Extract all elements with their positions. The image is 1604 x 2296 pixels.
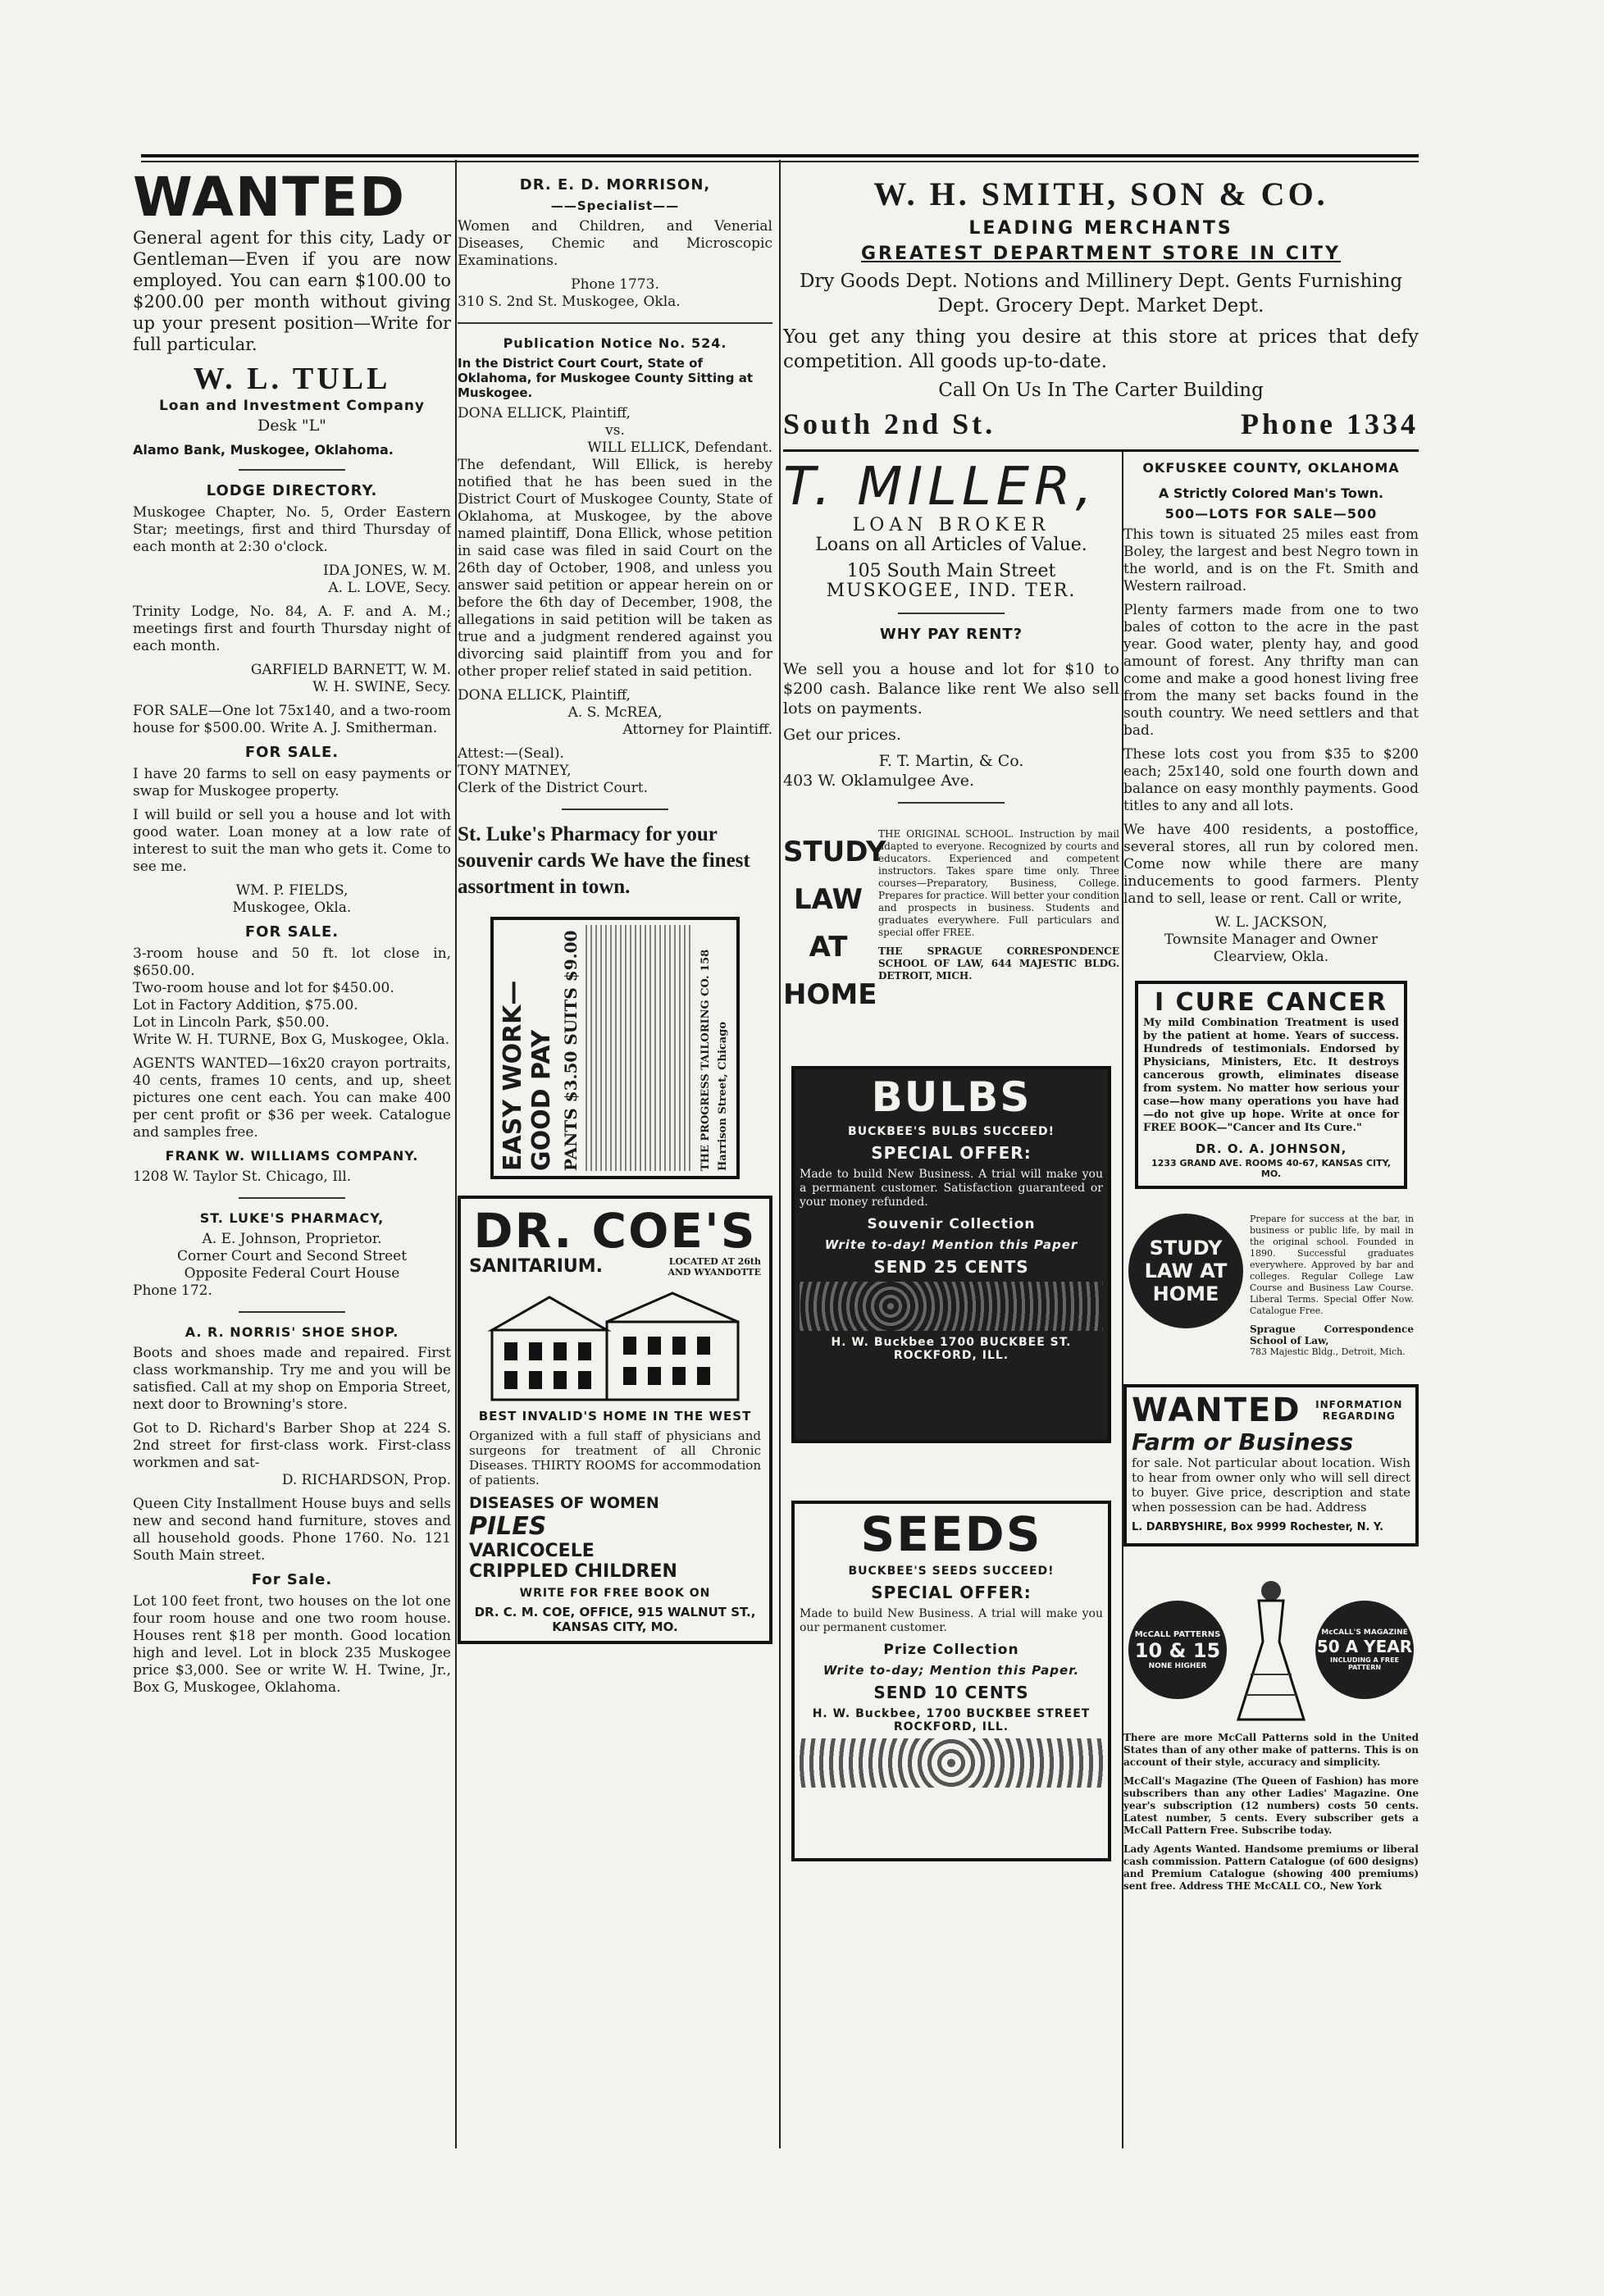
okfuskee-para: We have 400 residents, a postoffice, several stores, all run by colored men. Come now while there are many inducements to good farmers. Plenty land to sell, lease or rent. Call or write,	[1123, 822, 1419, 907]
farm-header	[1132, 1392, 1410, 1428]
for-sale-sig: WM. P. FIELDS,	[235, 882, 349, 899]
farm-sub: Farm or Business	[1132, 1428, 1354, 1456]
farm-text: for sale. Not particular about location. Wish to hear from owner only who will sell direct to buyer. Give price, description and state when possession can be had. Address	[1132, 1456, 1410, 1515]
mccall-patterns-circle	[1128, 1601, 1227, 1699]
cancer-addr: 1233 GRAND AVE. ROOMS 40-67, KANSAS CITY, MO.	[1151, 1158, 1391, 1179]
mccall-free: INCLUDING A FREE PATTERN	[1329, 1656, 1400, 1671]
coe-book: WRITE FOR FREE BOOK ON	[519, 1587, 711, 1600]
for-sale-text: Lot 100 feet front, two houses on the lot one four room house and one two room house. Houses rent $18 per month. Good location high and level. Lot in block 235 Muskogee price $3,000. See or write W. H. Twine, Jr., Box G, Muskogee, Oklahoma.	[133, 1593, 451, 1696]
study-word: LAW	[794, 883, 863, 916]
study-law-ad	[783, 828, 1119, 1041]
lodge-sig: A. L. LOVE, Secy.	[328, 580, 451, 596]
okfuskee-title: OKFUSKEE COUNTY, OKLAHOMA	[1142, 460, 1400, 476]
mccall-left: McCALL PATTERNS	[1134, 1629, 1221, 1639]
tailor-main: EASY WORK—GOOD PAY	[499, 980, 556, 1171]
morrison-title: DR. E. D. MORRISON,	[519, 176, 711, 194]
study-word: STUDY	[783, 836, 886, 868]
seeds-send: SEND 10 CENTS	[873, 1683, 1029, 1702]
for-sale-sig: Muskogee, Okla.	[232, 900, 352, 916]
okfuskee-para: These lots cost you from $35 to $200 each; 25x140, sold one fourth down and balance on easy monthly payments. Good titles to any and all lots.	[1123, 746, 1419, 814]
notice-sig: Attorney for Plaintiff.	[622, 722, 772, 738]
study-words	[783, 828, 886, 1041]
lodge-sig: GARFIELD BARNETT, W. M.	[250, 662, 451, 678]
smith-text: You get any thing you desire at this store at prices that defy competition. All goods up-to-date.	[783, 326, 1419, 372]
column-4	[1123, 455, 1419, 2144]
okfuskee-sub: A Strictly Colored Man's Town.	[1158, 485, 1384, 501]
okfuskee-sig: W. L. JACKSON,	[1214, 914, 1328, 931]
study-law-ad-2	[1128, 1214, 1414, 1364]
study2-body	[1250, 1214, 1414, 1364]
lodge-sig: W. H. SWINE, Secy.	[312, 679, 451, 695]
seeds-vegetables-image	[800, 1738, 1103, 1788]
sanitarium-building-image	[476, 1281, 754, 1404]
ad-rule	[783, 449, 1419, 452]
for-sale-item: 3-room house and 50 ft. lot close in, $650.00.	[133, 945, 451, 979]
lodge-trinity: Trinity Lodge, No. 84, A. F. and A. M.; meetings first and fourth Thursday night of each month.	[133, 604, 451, 654]
lodge-sig: IDA JONES, W. M.	[322, 563, 451, 579]
study2-text: Prepare for success at the bar, in business or public life, by mail in the original school. Founded in 1890. Successful graduates everywhere. Approved by bar and colleges. Regular College Law Course and Business Law Course. Liberal Terms. Special Offer Now. Catalogue Free.	[1250, 1214, 1414, 1316]
coe-location: LOCATED AT 26th AND WYANDOTTE	[668, 1256, 761, 1278]
wanted-text: General agent for this city, Lady or Gentleman—Even if you are now employed. You can earn $100.00 to $200.00 per month without giving up your present position—Write for full particular.	[133, 228, 451, 354]
seeds-sub: BUCKBEE'S SEEDS SUCCEED!	[848, 1565, 1055, 1578]
for-sale-text: I have 20 farms to sell on easy payments or swap for Muskogee property.	[133, 766, 451, 800]
column-rule-2	[779, 160, 781, 2148]
column-rule-1	[455, 160, 457, 2148]
coe-header-row	[469, 1256, 761, 1278]
mccall-text: Lady Agents Wanted. Handsome premiums or liberal cash commission. Pattern Catalogue (of 600 designs) and Premium Catalogue (showing 400 premiums) sent free. Address THE McCALL CO., New York	[1123, 1843, 1419, 1892]
morrison-addr: 310 S. 2nd St. Muskogee, Okla.	[458, 294, 681, 310]
for-sale-title: FOR SALE.	[244, 923, 339, 941]
tull-name: W. L. TULL	[193, 362, 391, 396]
norris-title: A. R. NORRIS' SHOE SHOP.	[185, 1324, 399, 1340]
cancer-text: My mild Combination Treatment is used by the patient at home. Years of success. Hundreds of testimonials. Endorsed by Physicians, Ministers, Etc. It destroys cancerous growth, eliminates disease from system. No matter how serious your case—how many operations you have had—do not give up hope. Write at once for FREE BOOK—"Cancer and Its Cure."	[1143, 1017, 1399, 1134]
smith-street: South 2nd St.	[783, 408, 996, 440]
column-2	[458, 168, 772, 2144]
for-sale-item: Lot in Factory Addition, $75.00.	[133, 997, 358, 1014]
smith-head: GREATEST DEPARTMENT STORE IN CITY	[861, 244, 1341, 264]
pharmacy-phone: Phone 172.	[133, 1282, 212, 1299]
cancer-sig: DR. O. A. JOHNSON,	[1195, 1141, 1347, 1156]
notice-sig: A. S. McREA,	[567, 704, 663, 721]
notice-defendant: WILL ELLICK, Defendant.	[587, 440, 772, 456]
smith-footer	[783, 407, 1419, 441]
for-sale-text: I will build or sell you a house and lot with good water. Loan money at a low rate of interest to suit the man who gets it. Come to see me.	[133, 807, 451, 875]
barber-sig: D. RICHARDSON, Prop.	[281, 1472, 451, 1488]
okfuskee-lots: 500—LOTS FOR SALE—500	[1164, 506, 1378, 522]
seeds-ad	[791, 1501, 1111, 1861]
separator	[898, 802, 1005, 804]
lodge-title: LODGE DIRECTORY.	[206, 482, 378, 499]
mccall-year: 50 A YEAR	[1316, 1637, 1413, 1656]
seeds-title: SEEDS	[860, 1506, 1042, 1562]
wanted-heading: WANTED	[133, 168, 407, 229]
okfuskee-sig: Townsite Manager and Owner	[1164, 932, 1378, 948]
miller-sub: LOAN BROKER	[852, 515, 1050, 535]
separator	[458, 322, 772, 324]
mccall-magazine-circle	[1315, 1601, 1414, 1699]
smith-ad	[783, 168, 1419, 447]
notice-title: Publication Notice No. 524.	[503, 335, 727, 351]
smith-phone: Phone 1334	[1240, 408, 1419, 440]
okfuskee-sig: Clearview, Okla.	[1213, 949, 1329, 965]
bulbs-sub: BUCKBEE'S BULBS SUCCEED!	[848, 1125, 1055, 1138]
mccall-text: McCall's Magazine (The Queen of Fashion) has more subscribers than any other Ladies' Magazine. One year's subscription (12 numbers) costs 50 cents. Latest number, 5 cents. Every subscriber gets a McCall Pattern Free. Subscribe today.	[1123, 1775, 1419, 1836]
lodge-chapter: Muskogee Chapter, No. 5, Order Eastern Star; meetings, first and third Thursday of each month at 2:30 o'clock.	[133, 504, 451, 555]
stlukes-ad: St. Luke's Pharmacy for your souvenir cards We have the finest assortment in town.	[458, 823, 750, 898]
mccall-text: There are more McCall Patterns sold in the United States than of any other make of patterns. This is on account of their style, accuracy and simplicity.	[1123, 1732, 1419, 1768]
okfuskee-para: Plenty farmers made from one to two bales of cotton to the acre in the past year. Good water, plenty hay, and good amount of forest. Any thrifty man can come and make a good honest living free from the many set backs found in the south country. We need settlers and that bad.	[1123, 602, 1419, 739]
column-3	[783, 459, 1119, 2144]
study-body	[878, 828, 1119, 1041]
study-word: HOME	[783, 978, 877, 1011]
bulbs-send: SEND 25 CENTS	[873, 1257, 1029, 1277]
tull-company: Loan and Investment Company	[158, 398, 426, 414]
for-sale-item: Write W. H. TURNE, Box G, Muskogee, Okla.	[133, 1032, 450, 1048]
study2-school: Sprague Correspondence School of Law,	[1250, 1323, 1414, 1346]
notice-head: In the District Court Court, State of Oklahoma, for Muskogee County Sitting at Muskogee.	[458, 356, 754, 400]
farm-info: INFORMATION REGARDING	[1315, 1399, 1403, 1422]
rent-text: We sell you a house and lot for $10 to $200 cash. Balance like rent We also sell lots on payments.	[783, 660, 1119, 718]
smith-sub: LEADING MERCHANTS	[968, 218, 1233, 239]
separator	[239, 469, 345, 471]
pharmacy-addr: Corner Court and Second Street	[176, 1248, 408, 1264]
tailoring-ad	[490, 917, 740, 1179]
study-law-circle: STUDY LAW AT HOME	[1128, 1214, 1243, 1328]
seeds-text: Made to build New Business. A trial will make you our permanent customer.	[800, 1607, 1103, 1634]
bulbs-collection: Souvenir Collection	[867, 1216, 1036, 1232]
seeds-collection: Prize Collection	[883, 1642, 1019, 1658]
study2-addr: 783 Majestic Bldg., Detroit, Mich.	[1250, 1346, 1406, 1357]
coe-sub: SANITARIUM.	[469, 1256, 604, 1277]
study-text: THE ORIGINAL SCHOOL. Instruction by mail adapted to everyone. Recognized by courts and educators. Experienced and competent instructors. Takes spare time only. Three courses—Preparatory, Business, College. Prepares for practice. Will better your condition and prospects in business. Students and graduates everywhere. Full particulars and special offer FREE.	[878, 828, 1119, 938]
tull-desk: Desk "L"	[257, 417, 326, 435]
for-sale-title: For Sale.	[251, 1571, 333, 1588]
norris-text: Boots and shoes made and repaired. First class workmanship. Try me and you will be satisfied. Call at my shop on Emporia Street, next door to Browning's store.	[133, 1345, 451, 1413]
mccall-ad	[1128, 1576, 1414, 1724]
mccall-none: NONE HIGHER	[1148, 1661, 1207, 1670]
farm-title: WANTED	[1132, 1392, 1301, 1429]
coe-varicocele: VARICOCELE	[469, 1541, 595, 1561]
farm-wanted-ad	[1123, 1384, 1419, 1547]
cancer-title: I CURE CANCER	[1155, 988, 1388, 1017]
smith-title: W. H. SMITH, SON & CO.	[873, 175, 1328, 212]
seeds-write: Write to-day; Mention this Paper.	[823, 1663, 1080, 1678]
study-word: AT	[809, 931, 848, 963]
miller-title: T. MILLER,	[783, 459, 1097, 517]
bulbs-title: BULBS	[871, 1073, 1032, 1121]
pharmacy-prop: A. E. Johnson, Proprietor.	[202, 1231, 382, 1247]
notice-clerk: TONY MATNEY,	[458, 763, 572, 779]
rent-addr: 403 W. Oklamulgee Ave.	[783, 772, 975, 790]
for-sale-item: Two-room house and lot for $450.00.	[133, 980, 394, 996]
tailor-pants: PANTS $3.50 SUITS $9.00	[561, 930, 581, 1171]
column-1	[133, 168, 451, 2144]
coe-piles: PILES	[469, 1512, 547, 1541]
morrison-sub: ——Specialist——	[550, 198, 680, 213]
notice-body: The defendant, Will Ellick, is hereby notified that he has been sued in the District Court of Muskogee County, State of Oklahoma, at Muskogee, by the above named plaintiff, Dona Ellick, whose petition in said case was filed in said Court on the 26th day of October, 1908, and unless you answer said petition or appear herein on or before the 6th day of December, 1908, the allegations in said petition will be taken as true and a judgment rendered against you divorcing said plaintiff from you and for other proper relief stated in said petition.	[458, 457, 772, 680]
for-sale-notice: FOR SALE—One lot 75x140, and a two-room house for $500.00. Write A. J. Smitherman.	[133, 703, 451, 736]
bulbs-sig: H. W. Buckbee 1700 BUCKBEE ST. ROCKFORD, ILL.	[831, 1336, 1072, 1362]
for-sale-item: Lot in Lincoln Park, $50.00.	[133, 1014, 330, 1031]
queen-city: Queen City Installment House buys and sells new and second hand furniture, stoves and all household goods. Phone 1760. No. 121 South Main street.	[133, 1496, 451, 1564]
miller-addr: 105 South Main Street	[846, 561, 1056, 581]
miller-text: Loans on all Articles of Value.	[815, 535, 1087, 555]
coe-title: DR. COE'S	[473, 1203, 757, 1259]
bulbs-offer: SPECIAL OFFER:	[871, 1143, 1032, 1163]
separator	[562, 809, 668, 810]
coe-crippled: CRIPPLED CHILDREN	[469, 1561, 677, 1582]
seeds-sig: H. W. Buckbee, 1700 BUCKBEE STREET ROCKFORD, ILL.	[812, 1707, 1091, 1733]
study-school: THE SPRAGUE CORRESPONDENCE SCHOOL OF LAW, 644 MAJESTIC BLDG. DETROIT, MICH.	[878, 945, 1119, 982]
coe-address: DR. C. M. COE, OFFICE, 915 WALNUT ST., KANSAS CITY, MO.	[474, 1605, 756, 1634]
rent-text: Get our prices.	[783, 726, 901, 744]
bulbs-write: Write to-day! Mention this Paper	[824, 1237, 1078, 1252]
notice-attest: Attest:—(Seal).	[458, 745, 564, 762]
pharmacy-title: ST. LUKE'S PHARMACY,	[199, 1210, 385, 1226]
coe-best: BEST INVALID'S HOME IN THE WEST	[478, 1409, 752, 1424]
mccall-price: 10 & 15	[1134, 1638, 1221, 1662]
frank-address: 1208 W. Taylor St. Chicago, Ill.	[133, 1168, 352, 1185]
fashion-lady-image	[1234, 1576, 1308, 1724]
smith-call: Call On Us In The Carter Building	[938, 380, 1264, 401]
coe-sanitarium-ad	[458, 1196, 772, 1644]
notice-plaintiff: DONA ELLICK, Plaintiff,	[458, 405, 631, 421]
pharmacy-addr: Opposite Federal Court House	[184, 1265, 400, 1282]
mccall-right: McCALL'S MAGAZINE	[1321, 1629, 1408, 1637]
cancer-ad	[1135, 981, 1407, 1189]
separator	[239, 1197, 345, 1199]
bulbs-ad	[791, 1066, 1111, 1443]
notice-sig: DONA ELLICK, Plaintiff,	[458, 687, 631, 704]
smith-depts: Dry Goods Dept. Notions and Millinery Dept. Gents Furnishing Dept. Grocery Dept. Market Dept.	[799, 271, 1403, 317]
morrison-phone: Phone 1773.	[571, 276, 659, 293]
rent-title: WHY PAY RENT?	[879, 626, 1023, 643]
bulbs-text: Made to build New Business. A trial will make you a permanent customer. Satisfaction guaranteed or your money refunded.	[800, 1168, 1103, 1209]
tailor-company: THE PROGRESS TAILORING CO. 158 Harrison Street, Chicago	[699, 949, 729, 1171]
notice-vs: vs.	[605, 422, 625, 439]
okfuskee-para: This town is situated 25 miles east from Boley, the largest and best Negro town in the world, and is on the Ft. Smith and Western railroad.	[1123, 526, 1419, 594]
farm-sig: L. DARBYSHIRE, Box 9999 Rochester, N. Y.	[1132, 1521, 1384, 1533]
frank-williams: FRANK W. WILLIAMS COMPANY.	[165, 1148, 419, 1164]
bulbs-flowers-image	[800, 1282, 1103, 1331]
seeds-offer: SPECIAL OFFER:	[871, 1583, 1032, 1602]
notice-clerk: Clerk of the District Court.	[458, 780, 649, 796]
miller-city: MUSKOGEE, IND. TER.	[826, 581, 1077, 601]
morrison-text: Women and Children, and Venerial Diseases, Chemic and Microscopic Examinations.	[458, 218, 772, 269]
rent-sig: F. T. Martin, & Co.	[878, 752, 1024, 770]
barber-text: Got to D. Richard's Barber Shop at 224 S. 2nd street for first-class work. First-class workmen and sat-	[133, 1420, 451, 1471]
coe-text: Organized with a full staff of physicians and surgeons for treatment of all Chronic Diseases. THIRTY ROOMS for accommodation of patients.	[469, 1428, 761, 1487]
separator	[898, 613, 1005, 614]
agents-wanted: AGENTS WANTED—16x20 crayon portraits, 40 cents, frames 10 cents, and up, sheet pictures one cent each. You can make 400 per cent profit or $36 per week. Catalogue and samples free.	[133, 1055, 451, 1141]
coe-diseases: DISEASES OF WOMEN	[469, 1494, 659, 1512]
separator	[239, 1311, 345, 1313]
tull-address: Alamo Bank, Muskogee, Oklahoma.	[133, 442, 394, 458]
tailor-fineprint	[586, 925, 692, 1171]
for-sale-title: FOR SALE.	[244, 744, 339, 761]
